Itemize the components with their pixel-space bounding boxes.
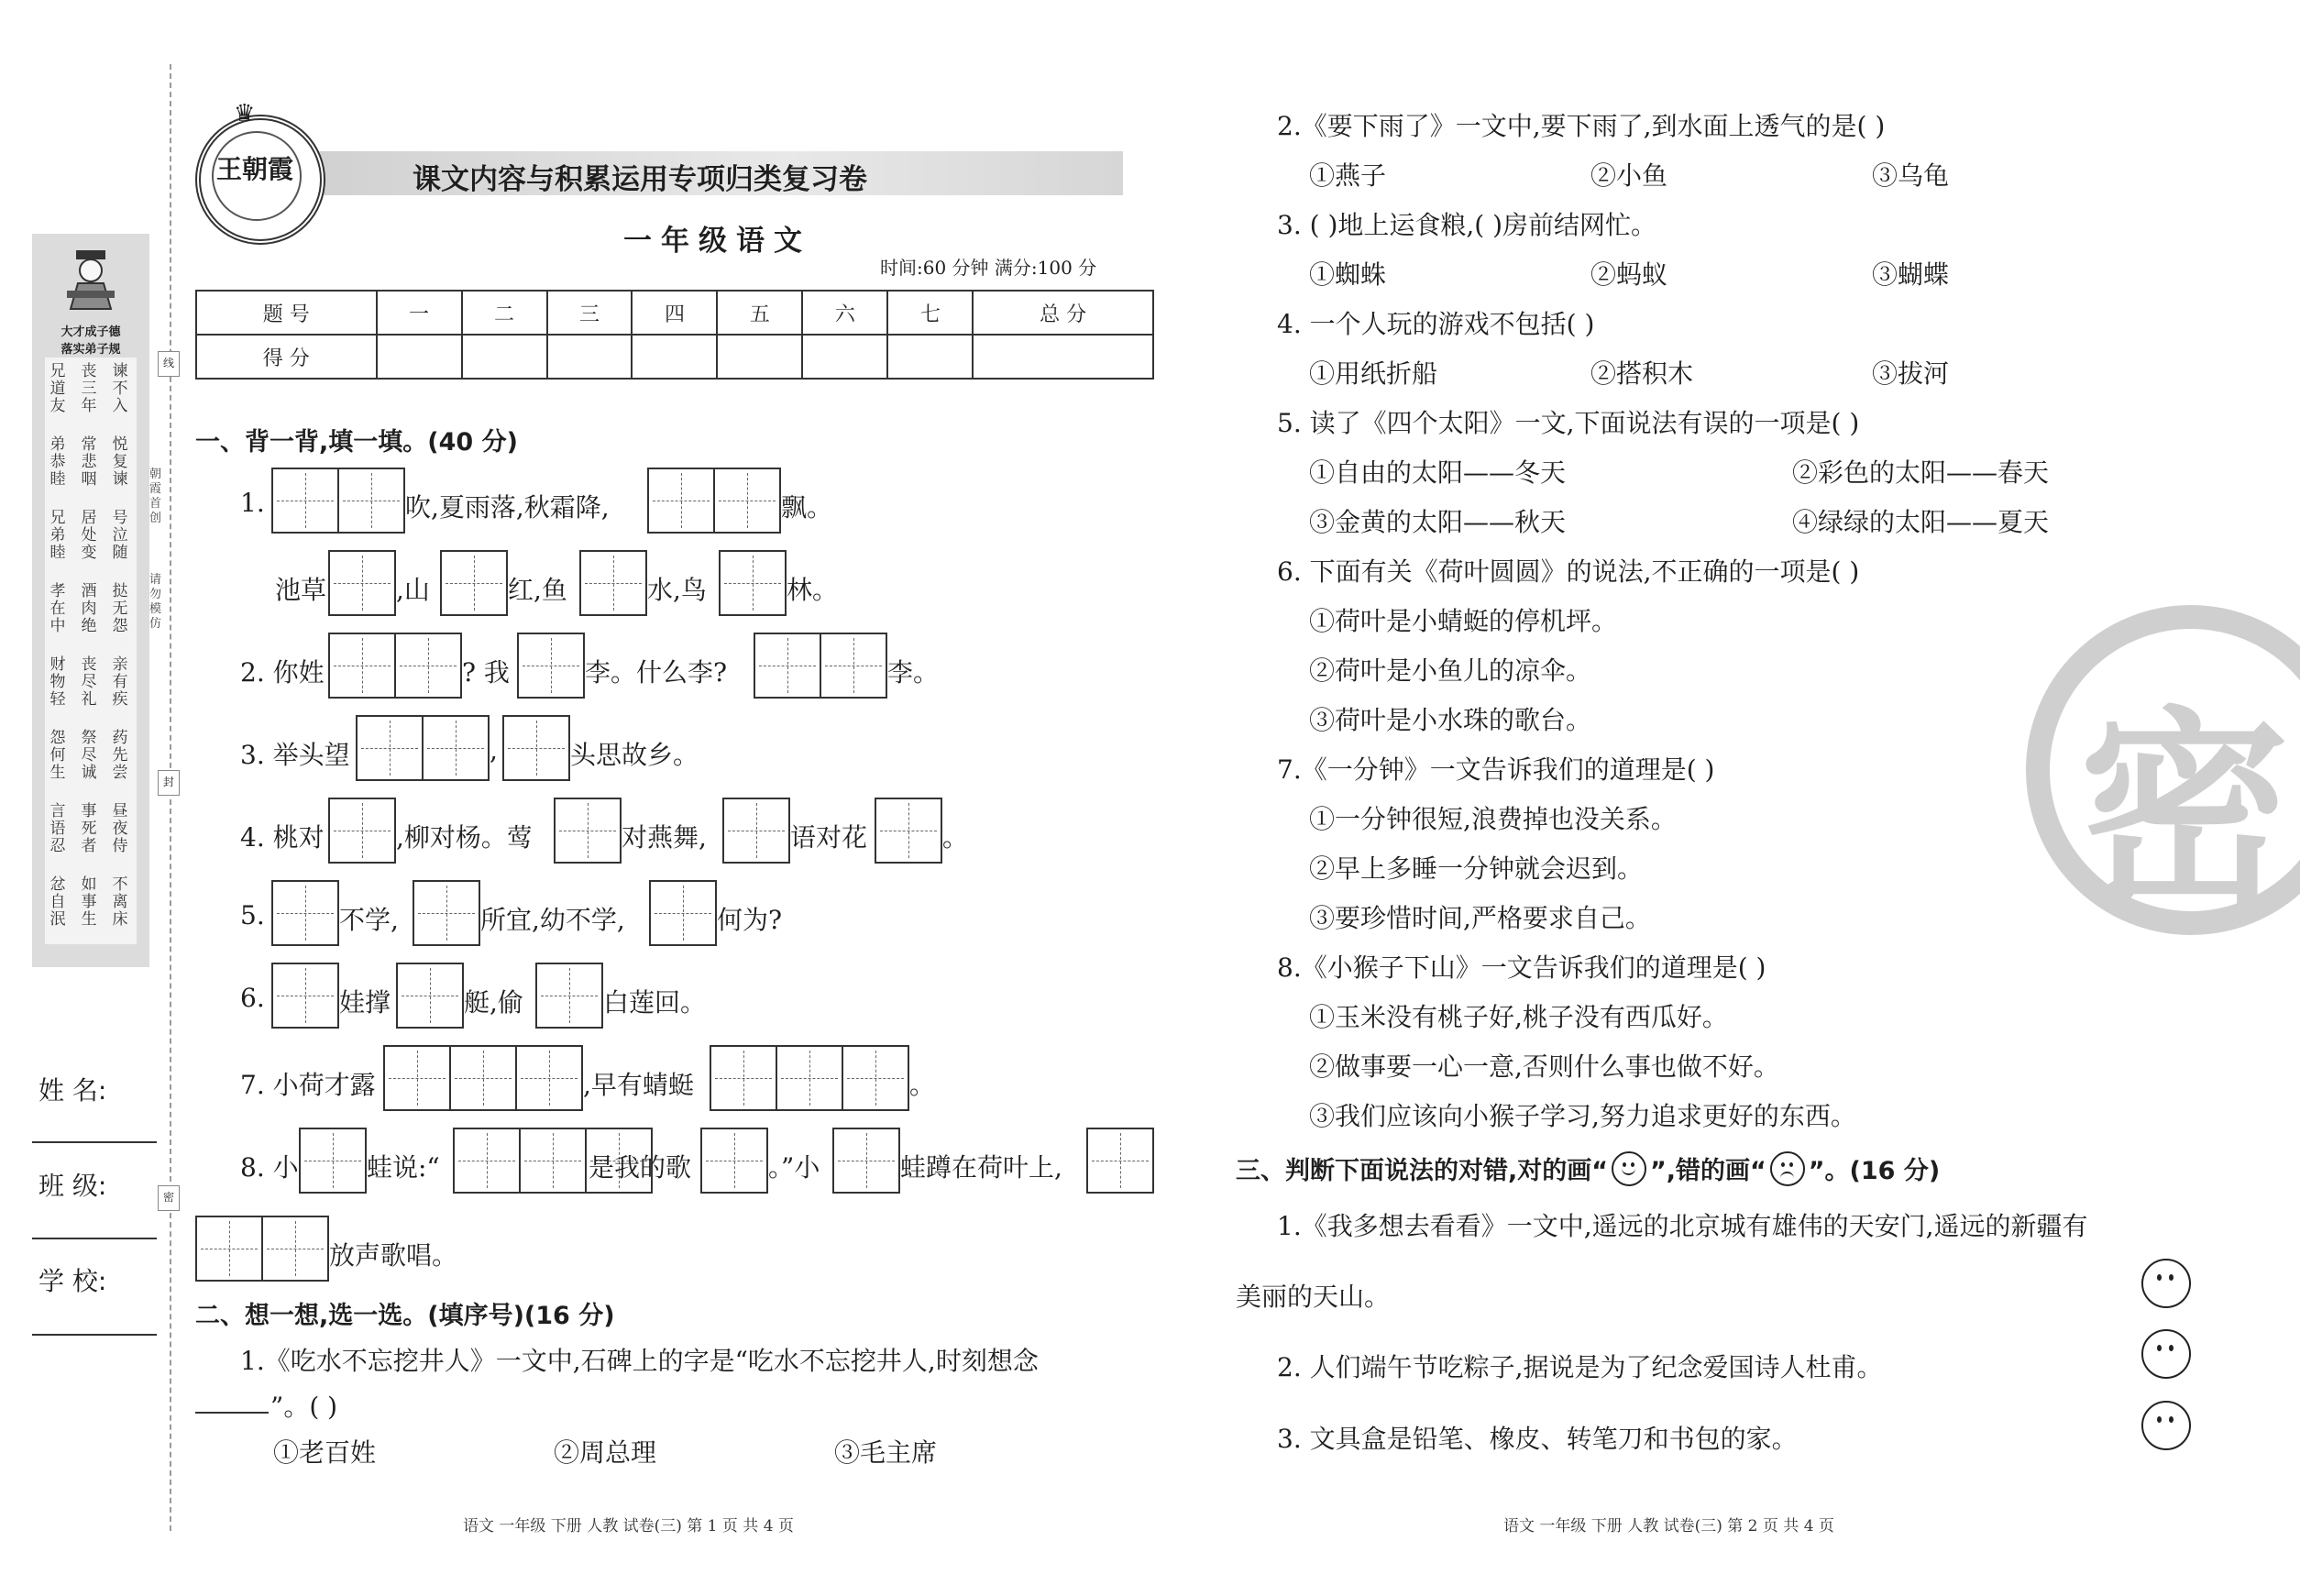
q2-text: 李。 [887, 657, 940, 688]
q3-text: 头思故乡。 [570, 740, 699, 770]
q4-text: 4. 桃对 [240, 822, 325, 853]
s2-q4-option[interactable]: ③拔河 [1872, 358, 1950, 389]
s3-q3: 3. 文具盒是铅笔、橡皮、转笔刀和书包的家。 [1277, 1424, 1798, 1454]
q2-text: 2. 你姓 [240, 657, 325, 688]
score-cell[interactable] [547, 335, 633, 379]
motto-col: 孝在中 [50, 582, 66, 635]
section3-title-c: ”。(16 分) [1808, 1157, 1941, 1185]
tianzige-grid[interactable] [579, 550, 647, 616]
score-header: 七 [887, 291, 973, 335]
motto-col: 丧三年 [81, 362, 97, 415]
s3-q2: 2. 人们端午节吃粽子,据说是为了纪念爱国诗人杜甫。 [1277, 1352, 1883, 1382]
motto-col: 怨何生 [50, 729, 66, 782]
motto-col: 悦复谏 [112, 435, 128, 489]
q2-text: 李。什么李? [585, 657, 728, 688]
s3-q1-line2: 美丽的天山。 [1236, 1282, 1391, 1312]
s2-q7-option[interactable]: ②早上多睡一分钟就会迟到。 [1309, 853, 1644, 884]
s2-q1-line1: 1.《吃水不忘挖井人》一文中,石碑上的字是“吃水不忘挖井人,时刻想念 [240, 1346, 1039, 1376]
score-header: 四 [632, 291, 717, 335]
motto-col: 药先尝 [112, 729, 128, 782]
side-note-2: 请勿模仿 [149, 573, 162, 631]
smile-face-icon [1612, 1151, 1646, 1186]
s2-q1-option[interactable]: ②周总理 [554, 1437, 657, 1468]
score-header: 六 [802, 291, 887, 335]
q1-text: 吹,夏雨落,秋霜降, [405, 492, 610, 523]
tianzige-grid[interactable] [271, 880, 339, 946]
q5-text: 何为? [717, 905, 783, 935]
q8-text: 。”小 [768, 1152, 820, 1183]
q1-text: 飘。 [781, 492, 833, 523]
q1-text: 水,鸟 [647, 575, 707, 605]
s2-q5-option[interactable]: ④绿绿的太阳——夏天 [1792, 507, 2050, 537]
tianzige-grid[interactable] [299, 1128, 367, 1194]
tianzige-grid[interactable] [271, 963, 339, 1029]
s2-q4-option[interactable]: ②搭积木 [1590, 358, 1694, 389]
score-header: 一 [377, 291, 462, 335]
q8-text: 蛙蹲在荷叶上, [900, 1152, 1062, 1183]
score-header: 总 分 [973, 291, 1153, 335]
subject-title: 一年级语文 [623, 225, 811, 258]
cut-mark-2: 封 [158, 770, 180, 796]
motto-col: 不离床 [112, 875, 128, 929]
class-label: 班 级: [39, 1171, 107, 1201]
s2-q1-option[interactable]: ③毛主席 [834, 1437, 938, 1468]
tianzige-grid[interactable] [413, 880, 480, 946]
time-info: 时间:60 分钟 满分:100 分 [880, 257, 1097, 279]
class-field[interactable] [32, 1238, 157, 1239]
s2-q3: 3. ( )地上运食粮,( )房前结网忙。 [1277, 210, 1657, 240]
score-cell[interactable] [377, 335, 462, 379]
motto-col: 兄道友 [50, 362, 66, 415]
score-cell[interactable] [717, 335, 802, 379]
tianzige-grid[interactable] [1086, 1128, 1154, 1194]
cut-mark-1: 线 [158, 351, 180, 377]
q8-text: 8. 小 [240, 1152, 299, 1183]
q3-text: 3. 举头望 [240, 740, 350, 770]
q6-text: 娃撑 [339, 987, 391, 1018]
scholar-figure-icon [63, 248, 118, 313]
motto-top: 大才成子德 [61, 325, 121, 339]
score-cell[interactable] [462, 335, 547, 379]
s2-q4: 4. 一个人玩的游戏不包括( ) [1277, 309, 1595, 339]
school-label: 学 校: [39, 1266, 107, 1296]
s2-q5-option[interactable]: ③金黄的太阳——秋天 [1309, 507, 1567, 537]
score-header: 题 号 [196, 291, 377, 335]
s2-q5-option[interactable]: ①自由的太阳——冬天 [1309, 457, 1567, 488]
section3-title-a: 三、判断下面说法的对错,对的画“ [1236, 1157, 1609, 1185]
tianzige-grid[interactable] [875, 798, 942, 864]
q8-text: 蛙说:“ [367, 1152, 440, 1183]
q1-text: 红,鱼 [508, 575, 567, 605]
motto-col: 昼夜侍 [112, 802, 128, 855]
tianzige-grid[interactable] [328, 550, 396, 616]
q7-text: 7. 小荷才露 [240, 1070, 376, 1100]
s2-q5: 5. 读了《四个太阳》一文,下面说法有误的一项是( ) [1277, 408, 1860, 438]
tianzige-grid[interactable] [719, 550, 787, 616]
footer-right: 语文 一年级 下册 人教 试卷(三) 第 2 页 共 4 页 [1503, 1517, 1834, 1535]
sad-face-icon [1770, 1151, 1805, 1186]
s2-q7: 7.《一分钟》一文告诉我们的道理是( ) [1277, 754, 1715, 785]
tianzige-grid[interactable] [502, 715, 570, 781]
s2-q6-option[interactable]: ③荷叶是小水珠的歌台。 [1309, 705, 1592, 735]
motto-col: 挞无怨 [112, 582, 128, 635]
s2-q3-option[interactable]: ②蚂蚁 [1590, 259, 1668, 290]
s2-q4-option[interactable]: ①用纸折船 [1309, 358, 1438, 389]
q1-text: ,山 [396, 575, 430, 605]
motto-col: 号泣随 [112, 509, 128, 562]
footer-left: 语文 一年级 下册 人教 试卷(三) 第 1 页 共 4 页 [463, 1517, 794, 1535]
q6-number: 6. [240, 983, 265, 1013]
q6-text: 艇,偷 [464, 987, 523, 1018]
motto-col: 常悲咽 [81, 435, 97, 489]
s2-q5-option[interactable]: ②彩色的太阳——春天 [1792, 457, 2050, 488]
s2-q2-option[interactable]: ③乌龟 [1872, 160, 1950, 191]
s3-q1-line1: 1.《我多想去看看》一文中,遥远的北京城有雄伟的天安门,遥远的新疆有 [1277, 1211, 2088, 1241]
logo-text: 王朝霞 [215, 154, 293, 184]
q6-text: 白莲回。 [603, 987, 707, 1018]
motto-col: 谏不入 [112, 362, 128, 415]
answer-face-icon[interactable] [2141, 1259, 2191, 1308]
tianzige-grid[interactable] [554, 798, 622, 864]
s2-q8-option[interactable]: ②做事要一心一意,否则什么事也做不好。 [1309, 1051, 1779, 1082]
school-field[interactable] [32, 1334, 157, 1336]
q3-text: , [490, 735, 498, 765]
q7-text: 。 [909, 1070, 936, 1100]
cut-mark-3: 密 [158, 1185, 180, 1211]
score-header: 二 [462, 291, 547, 335]
tianzige-grid[interactable] [328, 633, 462, 699]
s2-q6-option[interactable]: ②荷叶是小鱼儿的凉伞。 [1309, 655, 1592, 686]
tianzige-grid[interactable] [396, 963, 464, 1029]
q2-text: ? 我 [462, 657, 510, 688]
s2-q6: 6. 下面有关《荷叶圆圆》的说法,不正确的一项是( ) [1277, 556, 1860, 587]
side-note-1: 朝霞首创 [149, 468, 162, 525]
watermark-seal-text: 密 [2079, 690, 2291, 935]
section3-title [1236, 1150, 1940, 1186]
section3-title-b: ”,错的画“ [1650, 1157, 1766, 1185]
motto-col: 弟恭睦 [50, 435, 66, 489]
motto-col: 兄弟睦 [50, 509, 66, 562]
tianzige-grid[interactable] [700, 1128, 768, 1194]
q1-text: 林。 [787, 575, 839, 605]
score-header: 三 [547, 291, 633, 335]
s2-q7-option[interactable]: ①一分钟很短,浪费掉也没关系。 [1309, 804, 1677, 834]
tianzige-grid[interactable] [195, 1216, 329, 1282]
score-header: 五 [717, 291, 802, 335]
tianzige-grid[interactable] [356, 715, 490, 781]
paper-title: 课文内容与积累运用专项归类复习卷 [413, 163, 867, 196]
score-table [195, 290, 1154, 380]
q4-text: 对燕舞, [622, 822, 707, 853]
s2-q7-option[interactable]: ③要珍惜时间,严格要求自己。 [1309, 903, 1651, 933]
tianzige-grid[interactable] [647, 468, 781, 534]
s2-q6-option[interactable]: ①荷叶是小蜻蜓的停机坪。 [1309, 606, 1618, 636]
motto-bottom: 落实弟子规 [61, 343, 121, 357]
motto-sidebar [32, 234, 149, 967]
answer-face-icon[interactable] [2141, 1401, 2191, 1450]
score-cell[interactable] [632, 335, 717, 379]
section1-title: 一、背一背,填一填。(40 分) [195, 428, 518, 457]
motto-col: 事死者 [81, 802, 97, 855]
brand-logo [195, 100, 325, 245]
score-cell[interactable] [973, 335, 1153, 379]
name-field[interactable] [32, 1141, 157, 1143]
name-label: 姓 名: [39, 1075, 107, 1106]
motto-col: 酒肉绝 [81, 582, 97, 635]
motto-col: 亲有疾 [112, 655, 128, 709]
q4-text: ,柳对杨。莺 [396, 822, 533, 853]
answer-face-icon[interactable] [2141, 1329, 2191, 1379]
crown-icon: ♛ [234, 100, 256, 127]
s2-q3-option[interactable]: ①蜘蛛 [1309, 259, 1387, 290]
tianzige-grid[interactable] [271, 468, 405, 534]
tianzige-grid[interactable] [832, 1128, 900, 1194]
section2-title: 二、想一想,选一选。(填序号)(16 分) [195, 1302, 615, 1330]
q5-number: 5. [240, 900, 265, 930]
motto-col: 如事生 [81, 875, 97, 929]
q1-number: 1. [240, 488, 265, 518]
motto-columns [45, 358, 137, 944]
q5-text: 所宜,幼不学, [480, 905, 625, 935]
q7-text: ,早有蜻蜓 [583, 1070, 694, 1100]
motto-col: 祭尽诚 [81, 729, 97, 782]
tianzige-grid[interactable] [710, 1045, 909, 1111]
q4-text: 语对花 [790, 822, 868, 853]
cut-line [170, 64, 171, 1531]
s2-q8-option[interactable]: ③我们应该向小猴子学习,努力追求更好的东西。 [1309, 1101, 1856, 1131]
q8-text: 是我的歌 [589, 1152, 692, 1183]
motto-col: 言语忍 [50, 802, 66, 855]
motto-col: 居处变 [81, 509, 97, 562]
q5-text: 不学, [339, 905, 399, 935]
tianzige-grid[interactable] [517, 633, 585, 699]
s2-q2: 2.《要下雨了》一文中,要下雨了,到水面上透气的是( ) [1277, 111, 1886, 141]
motto-col: 财物轻 [50, 655, 66, 709]
s2-q8: 8.《小猴子下山》一文告诉我们的道理是( ) [1277, 952, 1766, 983]
motto-col: 丧尽礼 [81, 655, 97, 709]
q1-text: 池草 [275, 575, 327, 605]
s2-q1-blank[interactable] [195, 1412, 269, 1414]
q8-text: 放声歌唱。 [329, 1240, 458, 1271]
s2-q1-option[interactable]: ①老百姓 [273, 1437, 377, 1468]
score-cell[interactable] [887, 335, 973, 379]
tianzige-grid[interactable] [535, 963, 603, 1029]
s2-q1-line2: ”。( ) [270, 1392, 338, 1422]
s2-q2-option[interactable]: ①燕子 [1309, 160, 1387, 191]
s2-q8-option[interactable]: ①玉米没有桃子好,桃子没有西瓜好。 [1309, 1002, 1728, 1032]
s2-q2-option[interactable]: ②小鱼 [1590, 160, 1668, 191]
score-row-label: 得 分 [196, 335, 377, 379]
motto-col: 忿自泯 [50, 875, 66, 929]
tianzige-grid[interactable] [328, 798, 396, 864]
tianzige-grid[interactable] [754, 633, 887, 699]
tianzige-grid[interactable] [383, 1045, 583, 1111]
tianzige-grid[interactable] [649, 880, 717, 946]
q4-text: 。 [942, 822, 969, 853]
tianzige-grid[interactable] [722, 798, 790, 864]
s2-q3-option[interactable]: ③蝴蝶 [1872, 259, 1950, 290]
tianzige-grid[interactable] [440, 550, 508, 616]
score-cell[interactable] [802, 335, 887, 379]
